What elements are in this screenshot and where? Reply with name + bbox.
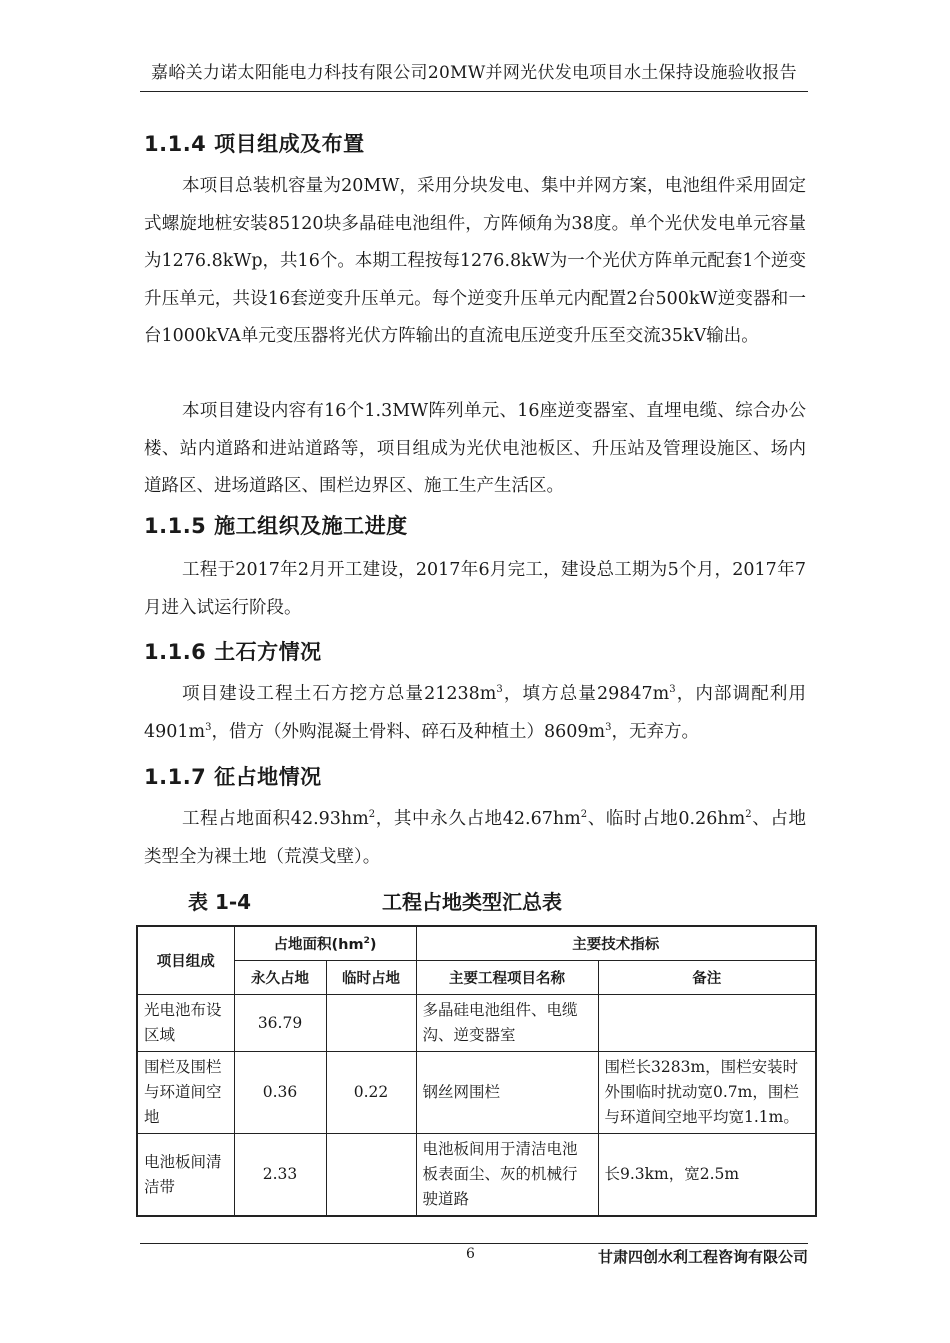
cell-note: 围栏长3283m，围栏安装时外围临时扰动宽0.7m，围栏与环道间空地平均宽1.1m。 (598, 1052, 816, 1134)
table-row (137, 1134, 816, 1217)
land-use-table (136, 925, 817, 1217)
cell-permanent: 0.36 (234, 1052, 326, 1134)
header-tech: 主要技术指标 (416, 926, 816, 961)
cell-note (598, 995, 816, 1052)
header-note: 备注 (598, 961, 816, 995)
cell-temporary (326, 995, 416, 1052)
header-item: 主要工程项目名称 (416, 961, 598, 995)
header-group: 项目组成 (137, 926, 234, 995)
paragraph-land: 工程占地面积$42.93hm^2$，其中永久占地$42.67hm^2$、临时占地$0.26hm^2$、占地类型全为裸土地（荒漠戈壁）。 (144, 809, 806, 867)
header-area: 占地面积$(hm^2)$ (234, 926, 416, 961)
running-header: 嘉峪关力诺太阳能电力科技有限公司20MW并网光伏发电项目水土保持设施验收报告 (140, 58, 808, 92)
cell-group: 围栏及围栏与环道间空地 (137, 1052, 234, 1134)
cell-permanent: 36.79 (234, 995, 326, 1052)
section-heading-1-1-5: 1.1.5 施工组织及施工进度 (144, 514, 408, 538)
cell-item: 电池板间用于清洁电池板表面尘、灰的机械行驶道路 (416, 1134, 598, 1217)
cell-group: 电池板间清洁带 (137, 1134, 234, 1217)
cell-permanent: 2.33 (234, 1134, 326, 1217)
paragraph: 本项目总装机容量为20MW，采用分块发电、集中并网方案，电池组件采用固定式螺旋地桩安装85120块多晶硅电池组件，方阵倾角为38度。单个光伏发电单元容量为1276.8kWp，共16个。本期工程按每1276.8kW为一个光伏方阵单元配套1个逆变升压单元，共设16套逆变升压单元。每个逆变升压单元内配置2台500kW逆变器和一台1000kVA单元变压器将光伏方阵输出的直流电压逆变升压至交流35kV输出。 (144, 176, 806, 346)
section-heading-1-1-7: 1.1.7 征占地情况 (144, 765, 322, 789)
cell-note: 长9.3km，宽2.5m (598, 1134, 816, 1217)
paragraph: 工程于2017年2月开工建设，2017年6月完工，建设总工期为5个月，2017年7月进入试运行阶段。 (144, 560, 806, 618)
table-title: 工程占地类型汇总表 (382, 890, 562, 914)
header-permanent: 永久占地 (234, 961, 326, 995)
section-heading-1-1-6: 1.1.6 土石方情况 (144, 640, 322, 664)
cell-group: 光电池布设区域 (137, 995, 234, 1052)
footer-company: 甘肃四创水利工程咨询有限公司 (597, 1248, 808, 1266)
cell-temporary: 0.22 (326, 1052, 416, 1134)
page-number: 6 (466, 1246, 475, 1262)
section-heading-1-1-4: 1.1.4 项目组成及布置 (144, 132, 365, 156)
cell-item: 多晶硅电池组件、电缆沟、逆变器室 (416, 995, 598, 1052)
header-temporary: 临时占地 (326, 961, 416, 995)
paragraph: 本项目建设内容有16个1.3MW阵列单元、16座逆变器室、直埋电缆、综合办公楼、站内道路和进站道路等，项目组成为光伏电池板区、升压站及管理设施区、场内道路区、进场道路区、围栏边界区、施工生产生活区。 (144, 401, 806, 496)
paragraph-earthwork: 项目建设工程土石方挖方总量$21238m^3$，填方总量$29847m^3$，内部调配利用$4901m^3$，借方（外购混凝土骨料、碎石及种植土）$8609m^3$，无弃方。 (144, 684, 807, 742)
table-row (137, 1052, 816, 1134)
cell-temporary (326, 1134, 416, 1217)
cell-item: 钢丝网围栏 (416, 1052, 598, 1134)
table-row (137, 995, 816, 1052)
table-number: 表 1-4 (188, 890, 252, 914)
footer-divider (140, 1243, 808, 1244)
